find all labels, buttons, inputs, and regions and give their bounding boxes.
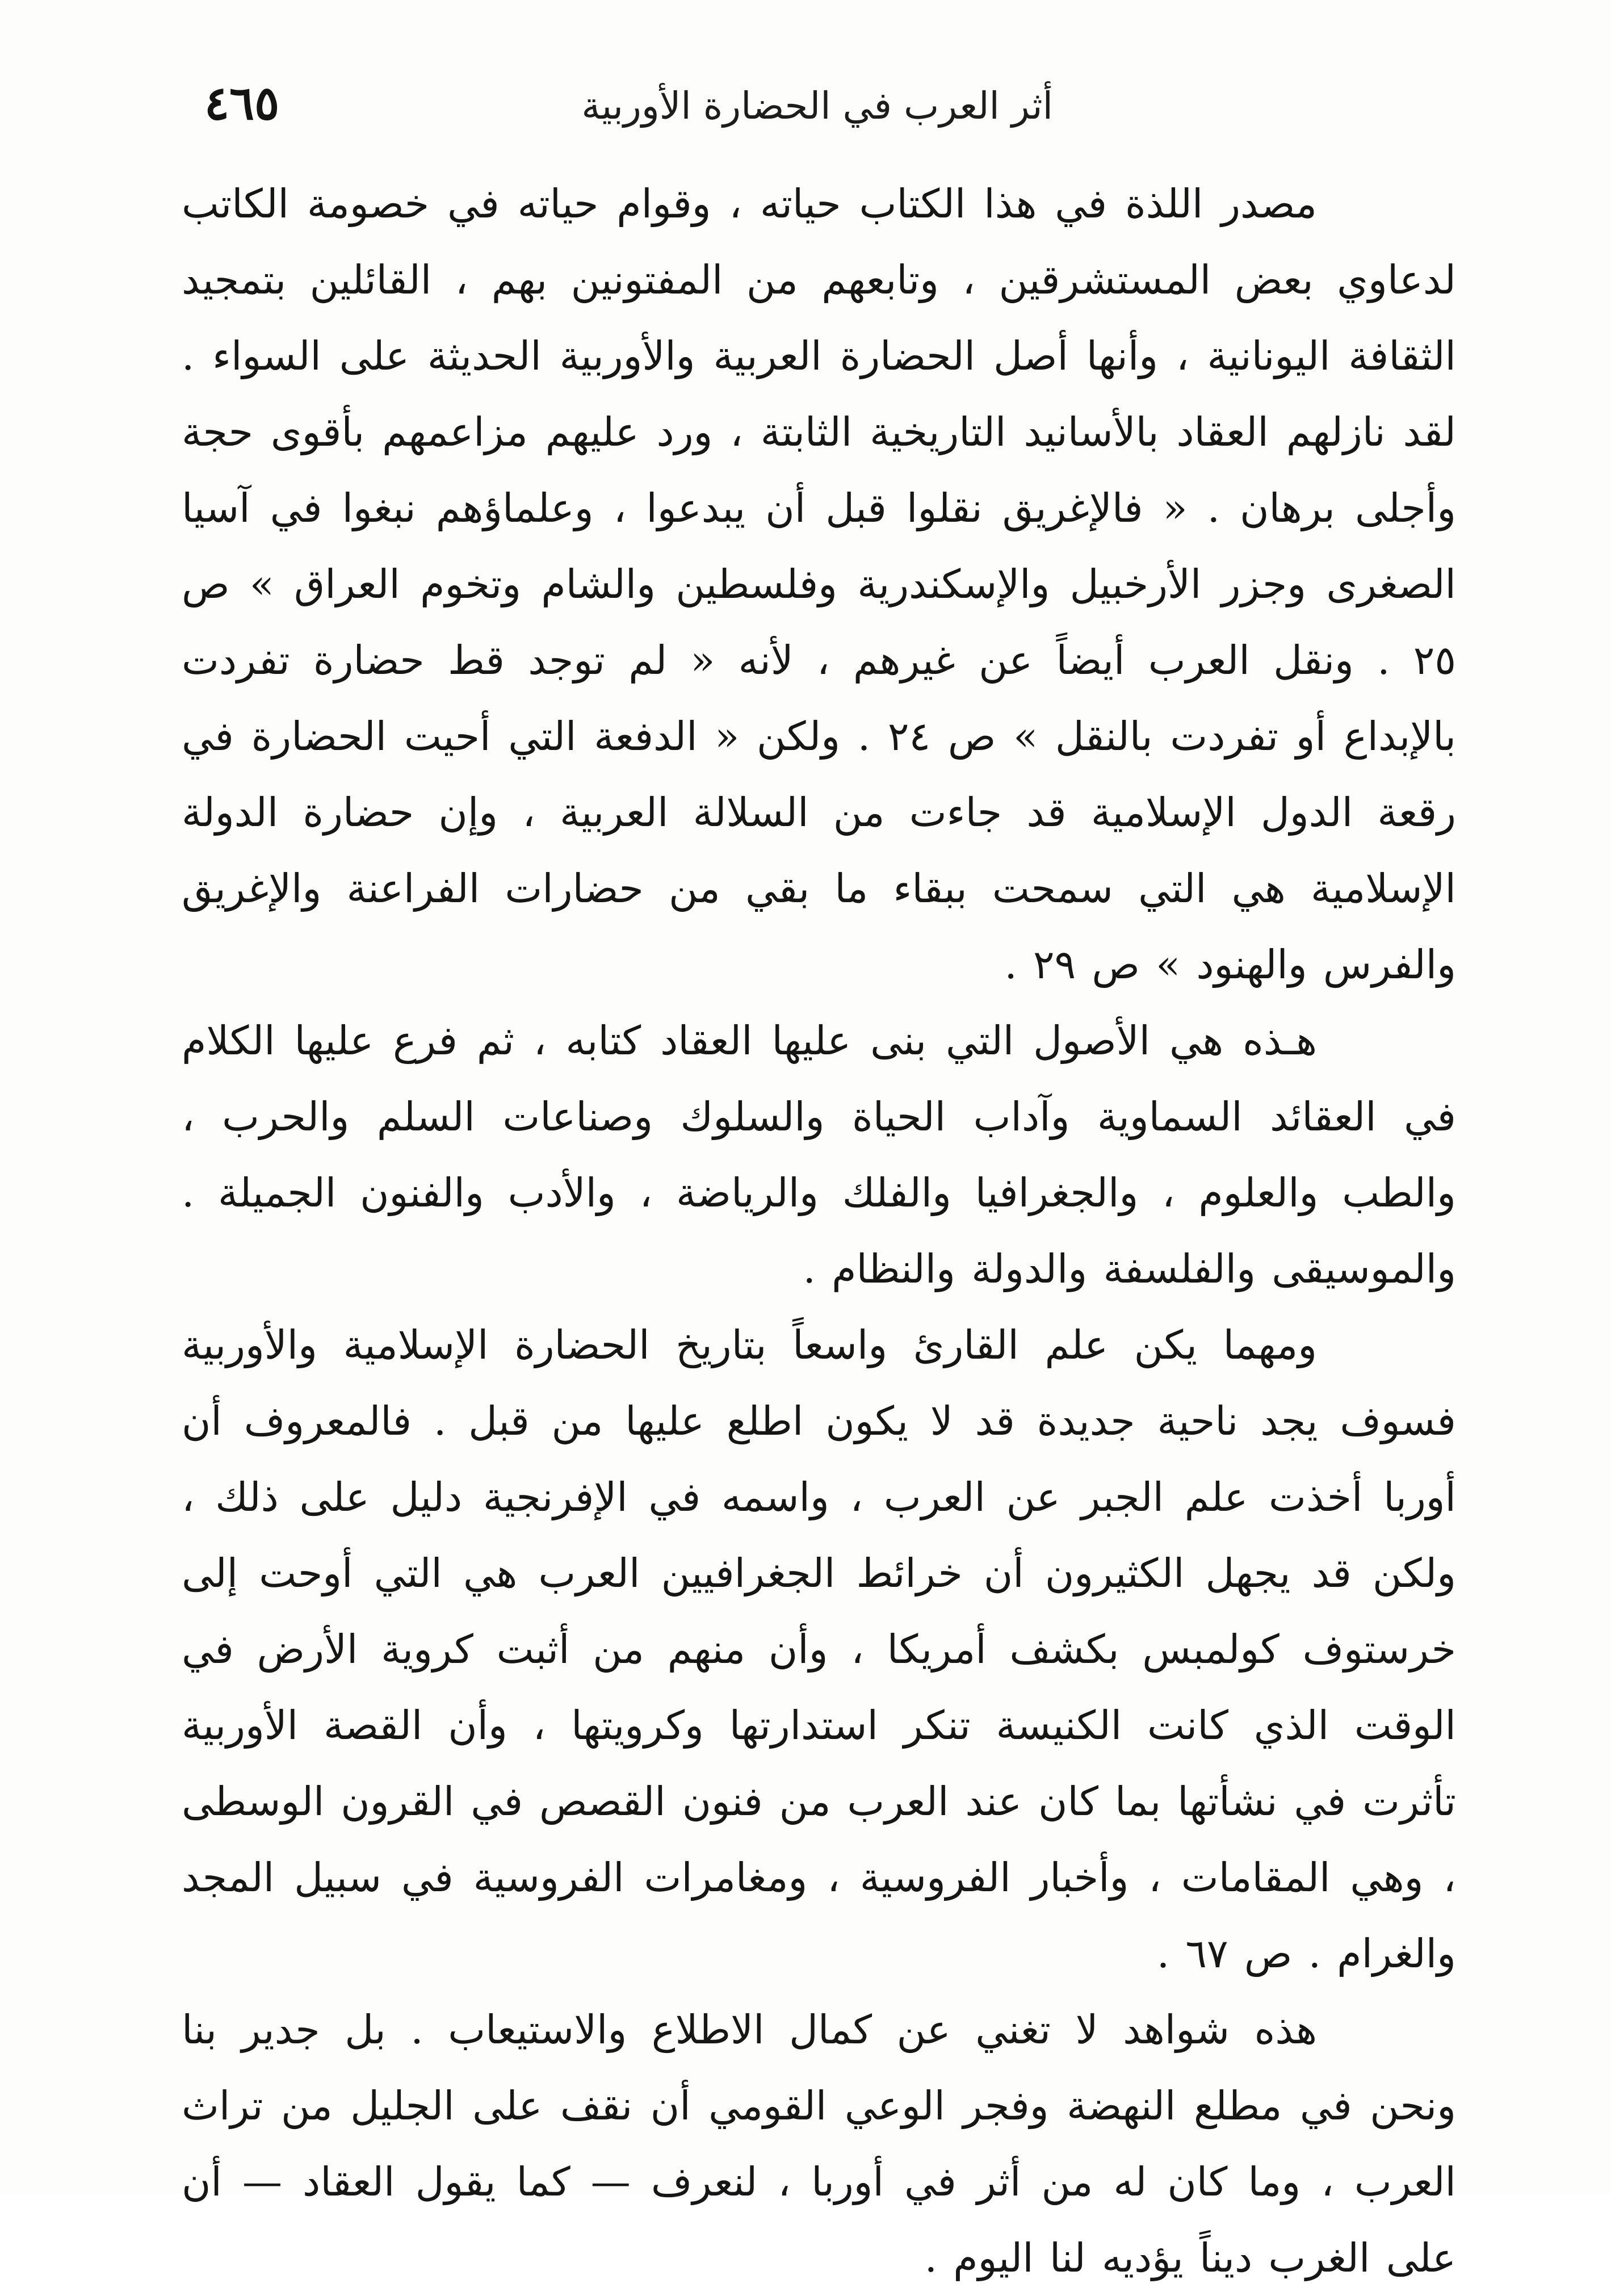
paragraph-sources-of-pleasure: مصدر اللذة في هذا الكتاب حياته ، وقوام حياته في خصومة الكاتب لدعاوي بعض المستشرقين ، وتابعهم من المفتونين بهم ، القائلين بتمجيد الثقافة اليونانية ، وأنها أصل الحضارة العربية والأوربية الحديثة على السواء . لقد نازلهم العقاد بالأسانيد التاريخية الثابتة ، ورد عليهم مزاعمهم بأقوى حجة وأجلى برهان . « فالإغريق نقلوا قبل أن يبدعوا ، وعلماؤهم نبغوا في آسيا الصغرى وجزر الأرخبيل والإسكندرية وفلسطين والشام وتخوم العراق » ص ٢٥ . ونقل العرب أيضاً عن غيرهم ، لأنه « لم توجد قط حضارة تفردت بالإبداع أو تفردت بالنقل » ص ٢٤ . ولكن « الدفعة التي أحيت الحضارة في رقعة الدول الإسلامية قد جاءت من السلالة العربية ، وإن حضارة الدولة الإسلامية هي التي سمحت ببقاء ما بقي من حضارات الفراعنة والإغريق والفرس والهنود » ص ٢٩ . (182, 181, 1456, 988)
page-number: ٤٦٥ (204, 76, 280, 131)
body-text (182, 166, 1456, 2296)
paragraph-conclusion: هذه شواهد لا تغني عن كمال الاطلاع والاستيعاب . بل جدير بنا ونحن في مطلع النهضة وفجر الوعي القومي أن نقف على الجليل من تراث العرب ، وما كان له من أثر في أوربا ، لنعرف — كما يقول العقاد — أن على الغرب ديناً يؤديه لنا اليوم . (182, 2006, 1456, 2281)
paragraph-new-aspects: ومهما يكن علم القارئ واسعاً بتاريخ الحضارة الإسلامية والأوربية فسوف يجد ناحية جديدة قد لا يكون اطلع عليها من قبل . فالمعروف أن أوربا أخذت علم الجبر عن العرب ، واسمه في الإفرنجية دليل على ذلك ، ولكن قد يجهل الكثيرون أن خرائط الجغرافيين العرب هي التي أوحت إلى خرستوف كولمبس بكشف أمريكا ، وأن منهم من أثبت كروية الأرض في الوقت الذي كانت الكنيسة تنكر استدارتها وكرويتها ، وأن القصة الأوربية تأثرت في نشأتها بما كان عند العرب من فنون القصص في القرون الوسطى ، وهي المقامات ، وأخبار الفروسية ، ومغامرات الفروسية في سبيل المجد والغرام . ص ٦٧ . (182, 1322, 1456, 1977)
page-header (187, 74, 1462, 148)
paragraph-foundations: هـذه هي الأصول التي بنى عليها العقاد كتابه ، ثم فرع عليها الكلام في العقائد السماوية وآداب الحياة والسلوك وصناعات السلم والحرب ، والطب والعلوم ، والجغرافيا والفلك والرياضة ، والأدب والفنون الجميلة . والموسيقى والفلسفة والدولة والنظام . (182, 1017, 1456, 1292)
running-title: أثر العرب في الحضارة الأوربية (581, 84, 1053, 128)
